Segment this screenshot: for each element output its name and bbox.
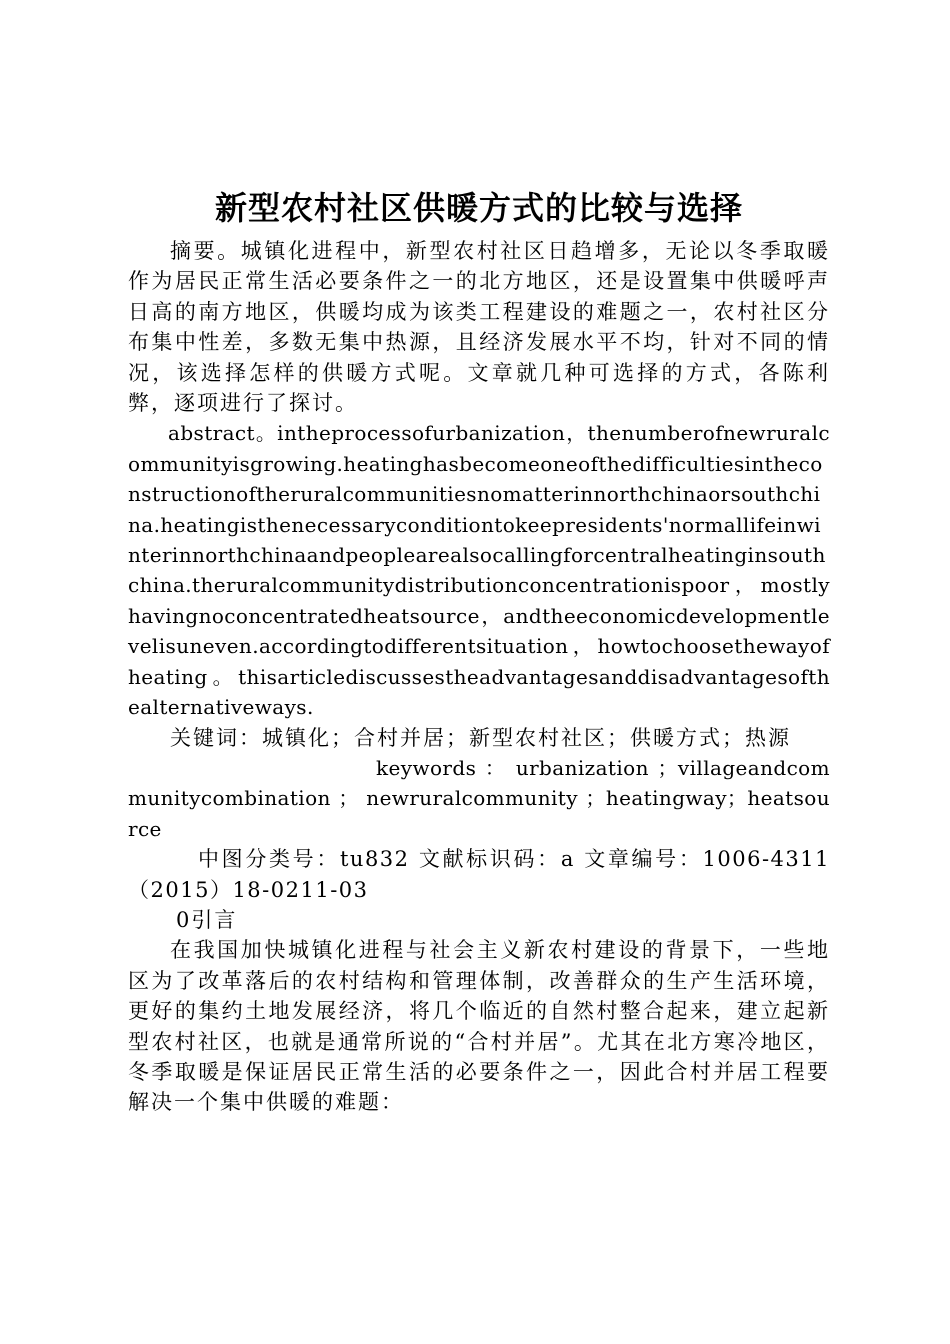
intro-paragraph: 在我国加快城镇化进程与社会主义新农村建设的背景下，一些地区为了改革落后的农村结构和管理体制，改善群众的生产生活环境，更好的集约土地发展经济，将几个临近的自然村整合起来，建立起新型农村社区，也就是通常所说的“合村并居”。尤其在北方寒冷地区，冬季取暖是保证居民正常生活的必要条件之一，因此合村并居工程要解决一个集中供暖的难题： xyxy=(128,938,830,1115)
keywords-english xyxy=(128,753,830,844)
keywords-english-terms: ： urbanization ；villageandcommunitycombination ； newruralcommunity ；heatingway；heatsource xyxy=(128,755,830,841)
keywords-chinese: 关键词：城镇化；合村并居；新型农村社区；供暖方式；热源 xyxy=(170,725,791,750)
document-title: 新型农村社区供暖方式的比较与选择 xyxy=(214,189,743,227)
classification-line: 中图分类号：tu832 文献标识码：a 文章编号：1006-4311（2015）18-0211-03 xyxy=(128,847,830,902)
document-page xyxy=(128,182,830,1118)
abstract-chinese: 摘要。城镇化进程中，新型农村社区日趋增多，无论以冬季取暖作为居民正常生活必要条件之一的北方地区，还是设置集中供暖呼声日高的南方地区，供暖均成为该类工程建设的难题之一，农村社区分布集中性差，多数无集中热源，且经济发展水平不均，针对不同的情况，该选择怎样的供暖方式呢。文章就几种可选择的方式，各陈利弊，逐项进行了探讨。 xyxy=(128,239,830,416)
section-heading: 0引言 xyxy=(176,907,238,932)
keywords-english-label: keywords xyxy=(376,755,477,780)
abstract-english: abstract。intheprocessofurbanization，thenumberofnewruralcommunityisgrowing.heatinghasbecomeoneofthedifficultiesintheconstructionoftheruralcommunitiesnomatterinnorthchinaorsouthchina.heatingisthenecessaryconditiontokeepresidents'normallifeinwinterinnorthchinaandpeoplearealsocallingforcentralheatinginsouthchina.theruralcommunitydistributionconcentrationispoor，mostlyhavingnoconcentratedheatsource，andtheeconomicdevelopmentlevelisuneven.accordingtodifferentsituation，howtochoosethewayofheating。thisarticlediscussestheadvantagesanddisadvantagesofthealternativeways. xyxy=(128,421,830,720)
